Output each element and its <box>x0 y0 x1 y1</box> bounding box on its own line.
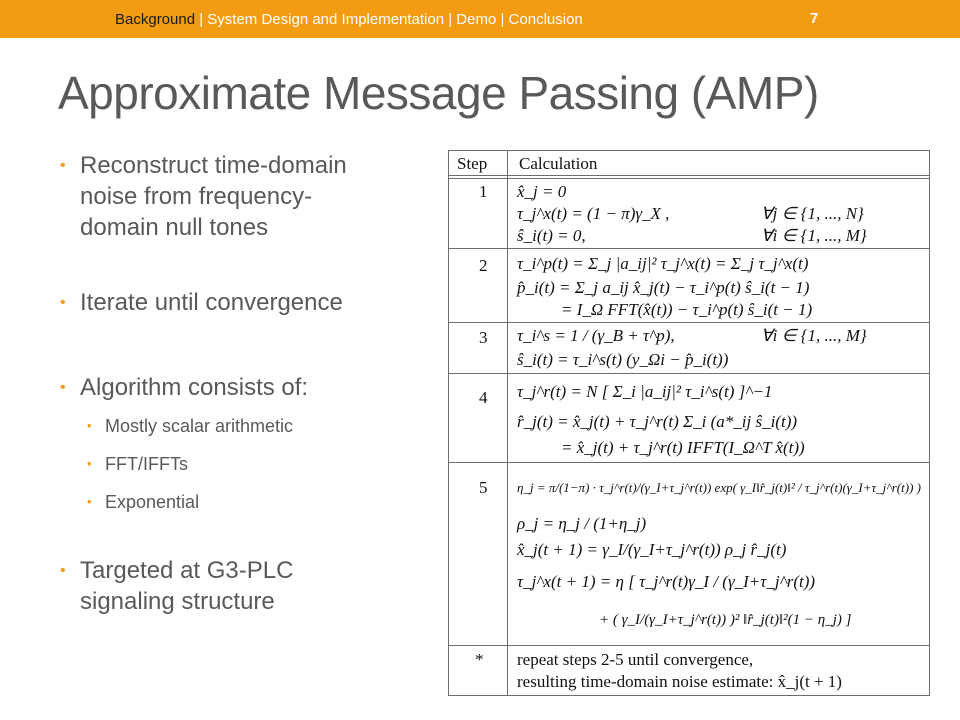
formula-line: τ_i^s = 1 / (γ_B + τ^p), <box>517 326 675 345</box>
breadcrumb <box>115 11 583 28</box>
formula-line: repeat steps 2-5 until convergence, <box>517 650 754 669</box>
formula-line: ρ_j = η_j / (1+η_j) <box>517 514 647 533</box>
bullet-text: • Reconstruct time-domain <box>80 152 347 179</box>
step-number: 5 <box>479 478 488 497</box>
subbullet-scalar <box>87 415 440 437</box>
step-number: 1 <box>479 182 488 201</box>
header-step: Step <box>457 154 488 173</box>
subbullet-text: • Exponential <box>105 492 200 512</box>
breadcrumb-rest[interactable]: | System Design and Implementation | Demo | Conclusion <box>195 11 583 28</box>
subbullet-fft <box>87 453 440 475</box>
row-divider <box>449 322 929 323</box>
bullet-text: signaling structure <box>80 588 275 615</box>
formula-condition: ∀i ∈ {1, ..., M} <box>761 226 867 245</box>
row-divider <box>449 178 929 179</box>
slide-title: Approximate Message Passing (AMP) <box>58 67 819 119</box>
bullet-iterate <box>60 287 440 318</box>
subbullet-text: • FFT/IFFTs <box>105 454 188 474</box>
bullet-algorithm <box>60 372 440 403</box>
formula-line: η_j = π/(1−π) · τ_j^r(t)/(γ_I+τ_j^r(t)) exp( γ_I‖r̂_j(t)‖² / τ_j^r(t)(γ_I+τ_j^r(t)) ) <box>517 480 921 495</box>
formula-line: ŝ_i(t) = τ_i^s(t) (y_Ωi − p̂_i(t)) <box>517 350 729 369</box>
page-number: 7 <box>810 10 819 27</box>
row-divider <box>449 462 929 463</box>
formula-line: p̂_i(t) = Σ_j a_ij x̂_j(t) − τ_i^p(t) ŝ_i(t − 1) <box>517 278 810 297</box>
step-number: 2 <box>479 256 488 275</box>
bullet-text: noise from frequency- <box>80 183 313 210</box>
column-divider <box>507 151 508 695</box>
bullet-targeted <box>60 555 440 617</box>
bullet-text: • Targeted at G3-PLC <box>80 557 294 584</box>
formula-line: x̂_j = 0 <box>517 182 567 201</box>
formula-line: resulting time-domain noise estimate: x̂_j(t + 1) <box>517 672 842 691</box>
bullet-reconstruct <box>60 150 440 243</box>
header-calculation: Calculation <box>519 154 598 173</box>
formula-line: τ_j^r(t) = N [ Σ_i |a_ij|² τ_i^s(t) ]^−1 <box>517 382 773 401</box>
formula-condition: ∀j ∈ {1, ..., N} <box>761 204 864 223</box>
breadcrumb-active[interactable]: Background <box>115 11 196 28</box>
subbullet-text: • Mostly scalar arithmetic <box>105 416 294 436</box>
formula-line: τ_j^x(t) = (1 − π)γ_X , <box>517 204 670 223</box>
step-number: 3 <box>479 328 488 347</box>
formula-line: = I_Ω FFT(x̂(t)) − τ_i^p(t) ŝ_i(t − 1) <box>561 300 813 319</box>
formula-line: r̂_j(t) = x̂_j(t) + τ_j^r(t) Σ_i (a*_ij ŝ_i(t)) <box>517 412 798 431</box>
algorithm-table <box>448 150 930 696</box>
bullet-text: • Algorithm consists of: <box>80 374 309 401</box>
formula-line: = x̂_j(t) + τ_j^r(t) IFFT(I_Ω^T x̂(t)) <box>561 438 805 457</box>
formula-condition: ∀i ∈ {1, ..., M} <box>761 326 867 345</box>
formula-line: x̂_j(t + 1) = γ_I/(γ_I+τ_j^r(t)) ρ_j r̂_j(t) <box>517 540 787 559</box>
step-number: 4 <box>479 388 488 407</box>
subbullet-exp <box>87 491 440 513</box>
bullet-text: • Iterate until convergence <box>80 289 343 316</box>
bullet-text: domain null tones <box>80 214 269 241</box>
formula-line: ŝ_i(t) = 0, <box>517 226 586 245</box>
row-divider <box>449 248 929 249</box>
row-divider <box>449 175 929 176</box>
formula-line: τ_j^x(t + 1) = η [ τ_j^r(t)γ_I / (γ_I+τ_j^r(t)) <box>517 572 816 591</box>
step-number: * <box>475 650 484 669</box>
row-divider <box>449 373 929 374</box>
bullet-list <box>60 150 440 617</box>
formula-line: + ( γ_I/(γ_I+τ_j^r(t)) )² ‖r̂_j(t)‖²(1 − η_j) ] <box>599 612 852 628</box>
row-divider <box>449 645 929 646</box>
formula-line: τ_i^p(t) = Σ_j |a_ij|² τ_j^x(t) = Σ_j τ_j^x(t) <box>517 254 809 273</box>
